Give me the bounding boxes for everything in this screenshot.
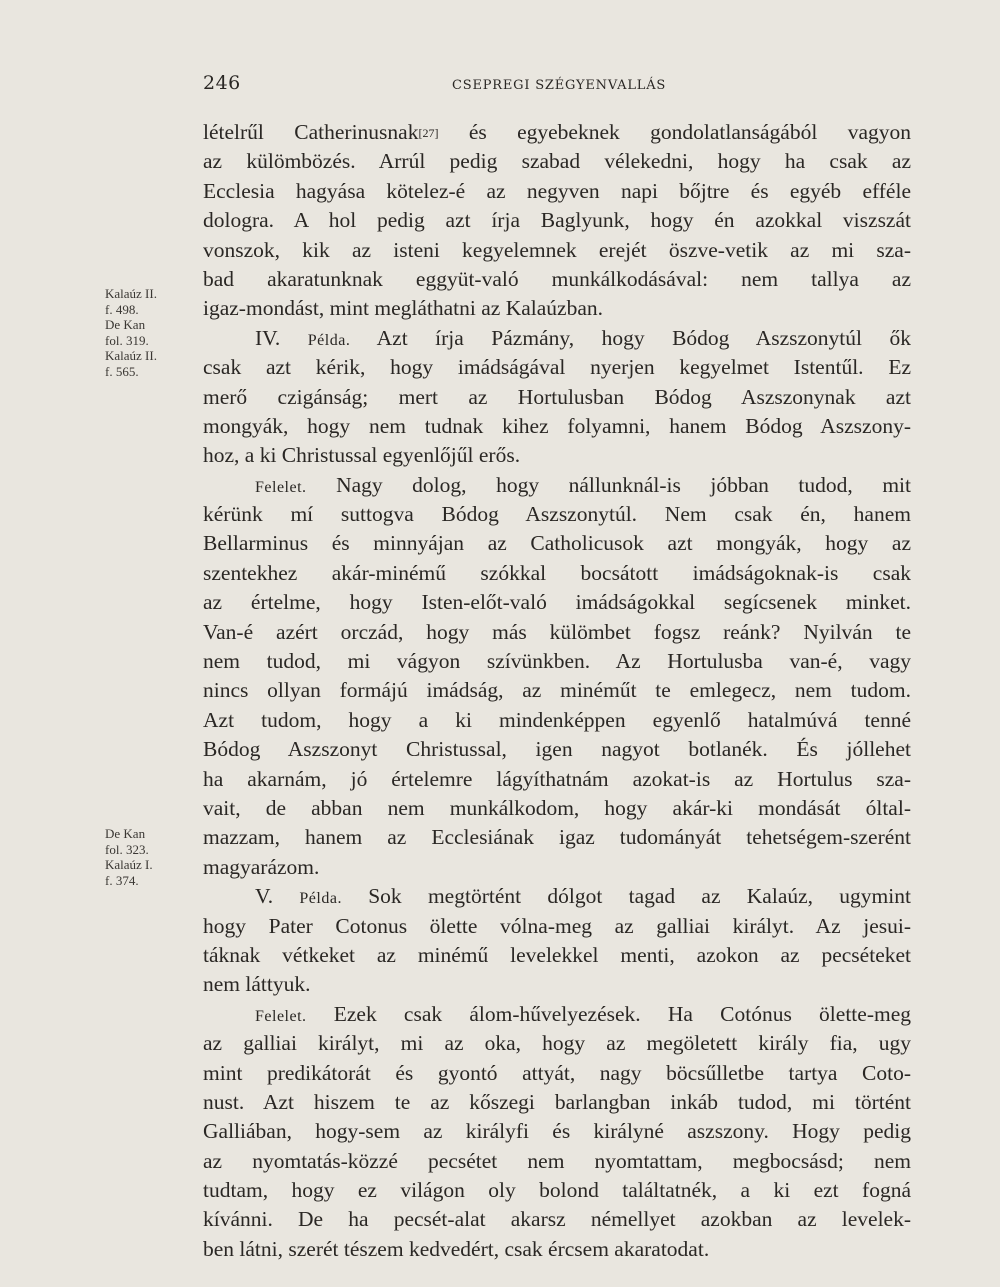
margin-note-line: f. 498. bbox=[105, 301, 139, 317]
text-line: bad akaratunknak eggyüt-való munkálkodásával: nem tallya az bbox=[203, 266, 911, 291]
text-line: lételrűl Catherinusnak[27] és egyebeknek gondolatlanságából vagyon bbox=[203, 120, 911, 144]
margin-note-line: fol. 319. bbox=[105, 332, 149, 348]
section-label: Példa. bbox=[307, 331, 351, 349]
text-line: nem tudod, mi vágyon szívünkben. Az Hortulusba van-é, vagy bbox=[203, 649, 911, 674]
text-line: kívánni. De ha pecsét-alat akarsz némellyet azokban az levelek- bbox=[203, 1207, 911, 1232]
text-line: V. Példa. Sok megtörtént dólgot tagad az Kalaúz, ugymint bbox=[255, 884, 911, 909]
text-line: Felelet. Ezek csak álom-hűvelyezések. Ha Cotónus ölette-meg bbox=[255, 1001, 911, 1026]
text-line: Van-é azért orczád, hogy más külömbet fogsz reánk? Nyilván te bbox=[203, 619, 911, 644]
text-line: tudtam, hogy ez világon oly bolond találtatnék, a ki ezt fogná bbox=[203, 1178, 911, 1203]
section-label: Felelet. bbox=[255, 478, 307, 496]
text-line: IV. Példa. Azt írja Pázmány, hogy Bódog Aszszonytúl ők bbox=[255, 325, 911, 350]
text-line: az galliai királyt, mi az oka, hogy az megöletett király fia, ugy bbox=[203, 1031, 911, 1056]
text-line: Bódog Aszszonyt Christussal, igen nagyot botlanék. És jóllehet bbox=[203, 737, 911, 762]
margin-note-2 bbox=[105, 826, 195, 888]
margin-note-line: f. 374. bbox=[105, 872, 139, 888]
section-label: Példa. bbox=[299, 890, 342, 908]
text-line: csak azt kérik, hogy imádságával nyerjen kegyelmet Istentűl. Ez bbox=[203, 355, 911, 380]
text-line: Galliában, hogy-sem az királyfi és királyné aszszony. Hogy pedig bbox=[203, 1119, 911, 1144]
text-line: nincs ollyan formájú imádság, az minéműt te emlegecz, nem tudom. bbox=[203, 678, 911, 703]
margin-note-line: f. 565. bbox=[105, 363, 139, 379]
text-line: nem láttyuk. bbox=[203, 972, 311, 997]
text-line: hoz, a ki Christussal egyenlőjűl erős. bbox=[203, 443, 521, 468]
margin-note-line: De Kan bbox=[105, 317, 146, 332]
running-head: CSEPREGI SZÉGYENVALLÁS bbox=[452, 78, 667, 93]
text-line: magyarázom. bbox=[203, 854, 320, 879]
text-line: szentekhez akár-minémű szókkal bocsátott imádságoknak-is csak bbox=[203, 560, 911, 585]
text-line: vonszok, kik az isteni kegyelemnek erejét öszve-vetik az mi sza- bbox=[203, 237, 911, 262]
page-number: 246 bbox=[203, 72, 241, 94]
text-line: Ecclesia hagyása kötelez-é az negyven napi bőjtre és egyéb efféle bbox=[203, 178, 911, 203]
margin-note-line: Kalaúz II. bbox=[105, 348, 157, 363]
margin-note-line: Kalaúz I. bbox=[105, 857, 153, 872]
text-line: mazzam, hanem az Ecclesiának igaz tudományát tehetségem-szerént bbox=[203, 825, 911, 850]
text-line: Azt tudom, hogy a ki mindenképpen egyenlő hatalmúvá tenné bbox=[203, 707, 911, 732]
text-line: az külömbözés. Arrúl pedig szabad vélekedni, hogy ha csak az bbox=[203, 149, 911, 174]
text-line: dologra. A hol pedig azt írja Baglyunk, hogy én azokkal viszszát bbox=[203, 208, 911, 233]
text-line: vait, de abban nem munkálkodom, hogy akár-ki mondását óltal- bbox=[203, 795, 911, 820]
text-line: Bellarminus és minnyájan az Catholicusok azt mongyák, hogy az bbox=[203, 531, 911, 556]
text-line: Felelet. Nagy dolog, hogy nállunknál-is jóbban tudod, mit bbox=[255, 472, 911, 497]
text-line: ha akarnám, jó értelemre lágyíthatnám azokat-is az Hortulus sza- bbox=[203, 766, 911, 791]
margin-note-line: De Kan bbox=[105, 826, 146, 841]
text-line: kérünk mí suttogva Bódog Aszszonytúl. Nem csak én, hanem bbox=[203, 502, 911, 527]
text-line: igaz-mondást, mint megláthatni az Kalaúzban. bbox=[203, 296, 603, 321]
text-line: mongyák, hogy nem tudnak kihez folyamni, hanem Bódog Aszszony- bbox=[203, 413, 911, 438]
text-line: az nyomtatás-közzé pecsétet nem nyomtattam, megbocsásd; nem bbox=[203, 1148, 911, 1173]
page-header bbox=[0, 68, 1000, 98]
body-text bbox=[203, 118, 911, 1264]
section-label: Felelet. bbox=[255, 1007, 307, 1025]
margin-note-line: Kalaúz II. bbox=[105, 286, 157, 301]
margin-note-line: fol. 323. bbox=[105, 841, 149, 857]
text-line: mint predikátorát és gyontó attyát, nagy böcsűlletbe tartya Coto- bbox=[203, 1060, 911, 1085]
text-line: táknak vétkeket az minémű levelekkel menti, azokon az pecséteket bbox=[203, 942, 911, 967]
footnote-ref: [27] bbox=[418, 126, 439, 140]
text-line: az értelme, hogy Isten-előt-való imádságokkal segícsenek minket. bbox=[203, 590, 911, 615]
text-line: ben látni, szerét tészem kedvedért, csak ércsem akaratodat. bbox=[203, 1236, 710, 1261]
text-line: nust. Azt hiszem te az kőszegi barlangban inkáb tudod, mi történt bbox=[203, 1089, 911, 1114]
margin-note-1 bbox=[105, 286, 195, 379]
text-line: hogy Pater Cotonus ölette vólna-meg az galliai királyt. Az jesui- bbox=[203, 913, 911, 938]
text-line: merő czigánság; mert az Hortulusban Bódog Aszszonynak azt bbox=[203, 384, 911, 409]
